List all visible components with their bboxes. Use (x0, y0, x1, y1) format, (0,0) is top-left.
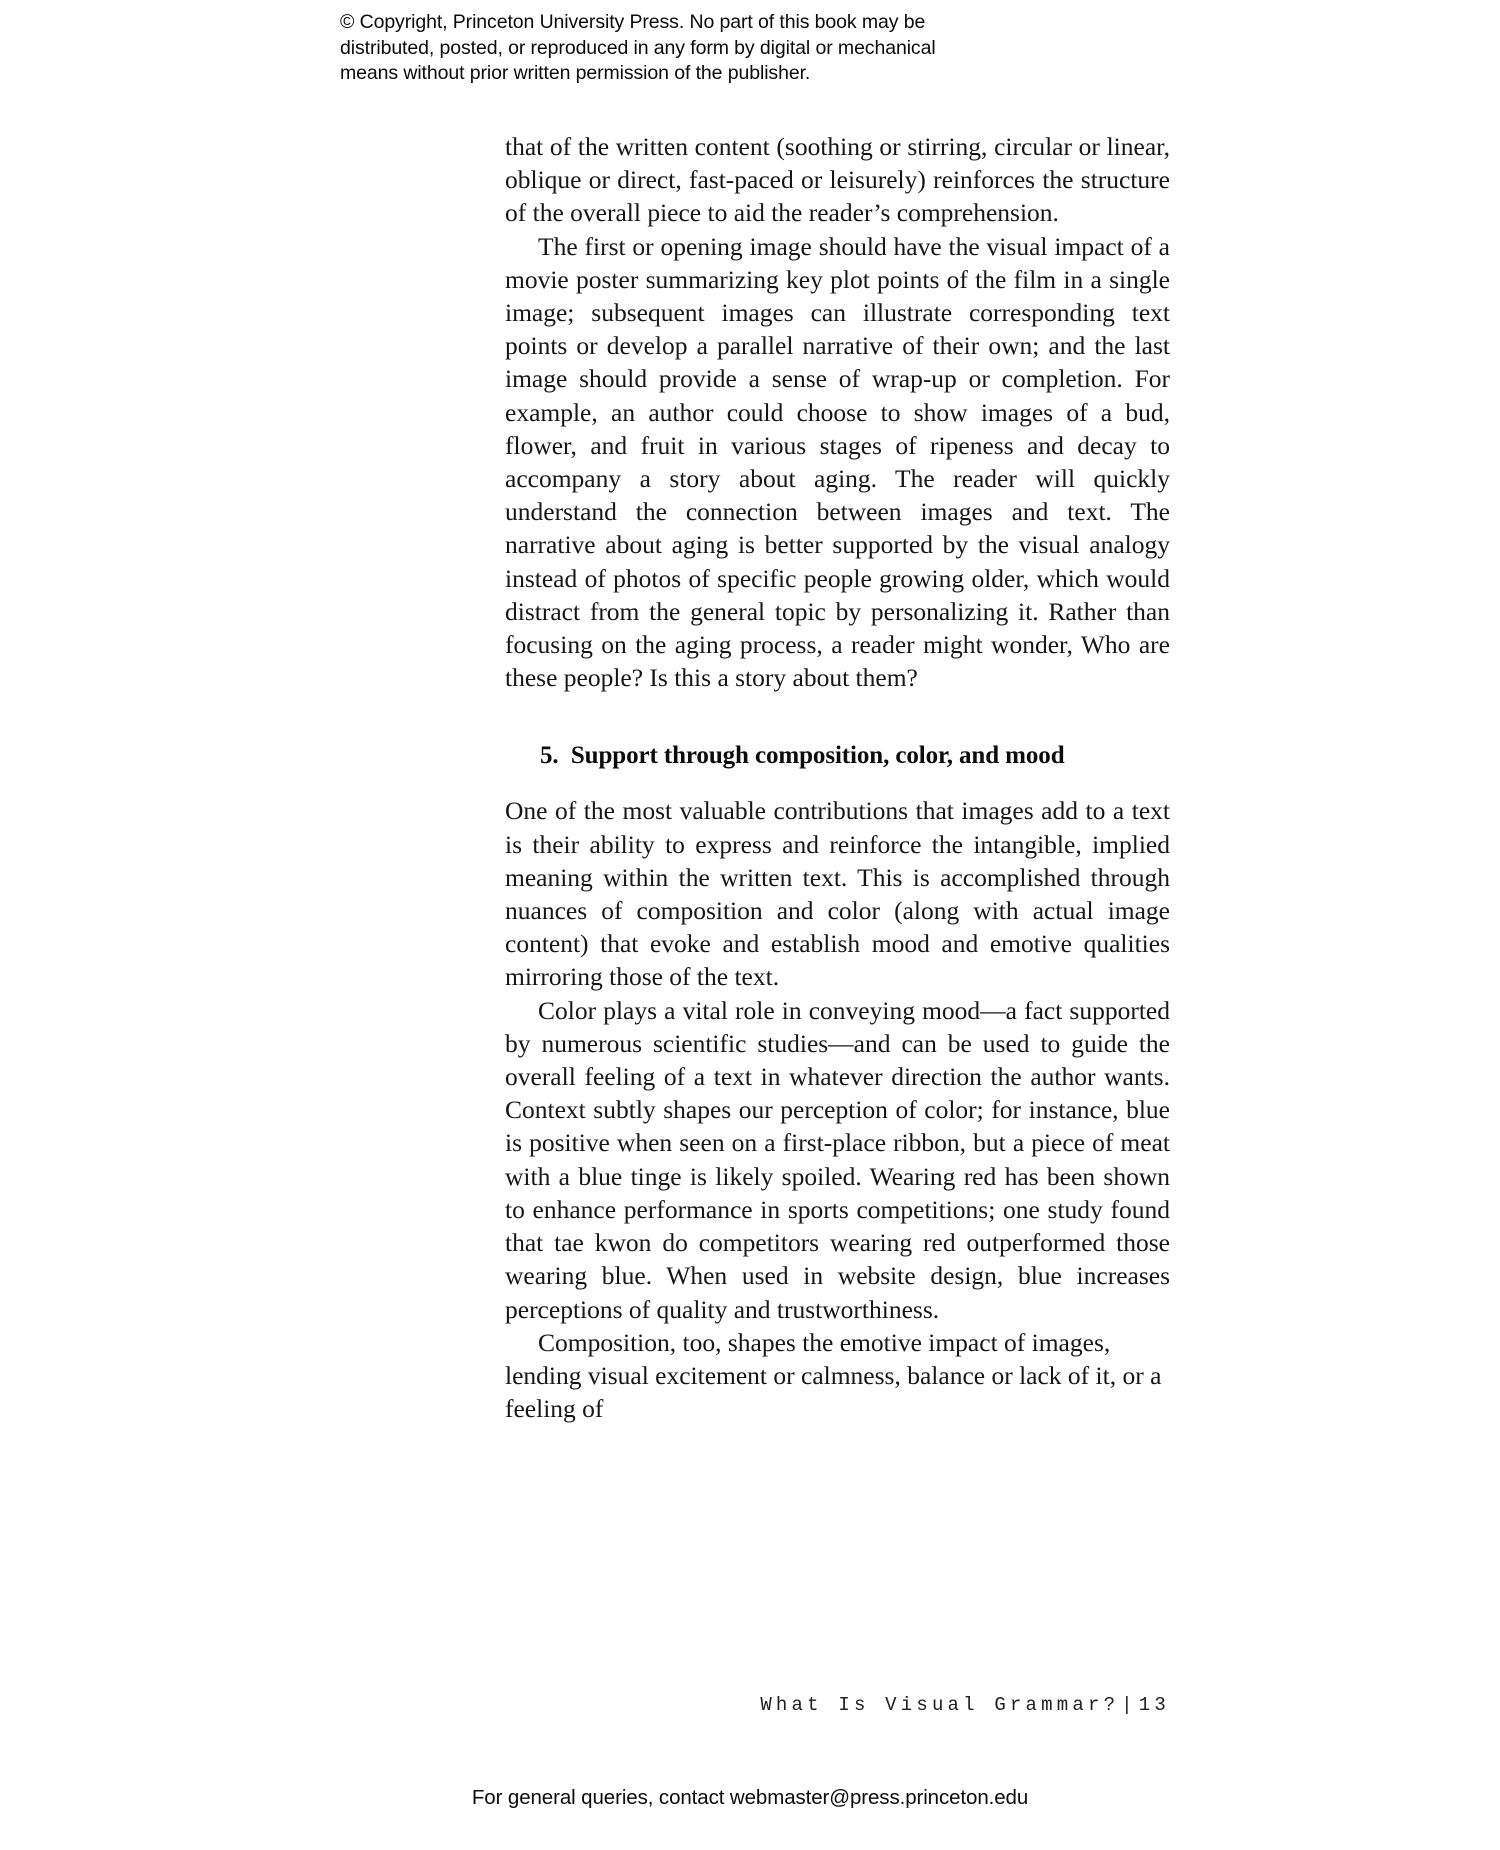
section-heading (505, 740, 1170, 772)
paragraph-color-mood: Color plays a vital role in conveying mood—a fact supported by numerous scientific studies—and can be used to guide the overall feeling of a text in whatever direction the author wants. Context subtly shapes our perception of color; for instance, blue is positive when seen on a first-place ribbon, but a piece of meat with a blue tinge is likely spoiled. Wearing red has been shown to enhance performance in sports competitions; one study found that tae kwon do competitors wearing red outperformed those wearing blue. When used in website design, blue increases perceptions of quality and trustworthiness. (505, 995, 1170, 1324)
paragraph-composition: Composition, too, shapes the emotive impact of images, lending visual excitement or calmness, balance or lack of it, or a feeling of (505, 1327, 1162, 1424)
heading-spacer-below (505, 772, 1170, 794)
copyright-notice (340, 10, 960, 87)
page-text-column (505, 130, 1170, 1425)
copyright-line-1: © Copyright, Princeton University Press. No part of this book may be (340, 11, 926, 33)
paragraph-contributions: One of the most valuable contributions that images add to a text is their ability to express and reinforce the intangible, implied meaning within the written text. This is accomplished through nuances of composition and color (along with actual image content) that evoke and establish mood and emotive qualities mirroring those of the text. (505, 796, 1170, 992)
general-queries-line: For general queries, contact webmaster@press.princeton.edu (471, 1786, 1029, 1809)
footer-chapter-title: What Is Visual Grammar? (760, 1694, 1120, 1716)
copyright-line-3: means without prior written permission of the publisher. (340, 62, 811, 84)
footer-separator: | (1121, 1694, 1137, 1716)
running-footer (505, 1694, 1170, 1716)
paragraph-continued: that of the written content (soothing or stirring, circular or linear, oblique or direct, fast-paced or leisurely) reinforces the structure of the overall piece to aid the reader’s comprehension. (505, 132, 1170, 228)
section-heading-title: Support through composition, color, and mood (570, 742, 1065, 770)
heading-spacer-above (505, 694, 1170, 740)
copyright-line-2: distributed, posted, or reproduced in any form by digital or mechanical (340, 36, 936, 59)
paragraph-opening-image: The first or opening image should have the visual impact of a movie poster summarizing key plot points of the film in a single image; subsequent images can illustrate corresponding text points or develop a parallel narrative of their own; and the last image should provide a sense of wrap-up or completion. For example, an author could choose to show images of a bud, flower, and fruit in various stages of ripeness and decay to accompany a story about aging. The reader will quickly understand the connection between images and text. The narrative about aging is better supported by the visual analogy instead of photos of specific people growing older, which would distract from the general topic by personalizing it. Rather than focusing on the aging process, a reader might wonder, Who are these people? Is this a story about them? (505, 231, 1170, 693)
section-heading-number: 5. (540, 742, 559, 770)
footer-page-number: 13 (1138, 1694, 1170, 1716)
